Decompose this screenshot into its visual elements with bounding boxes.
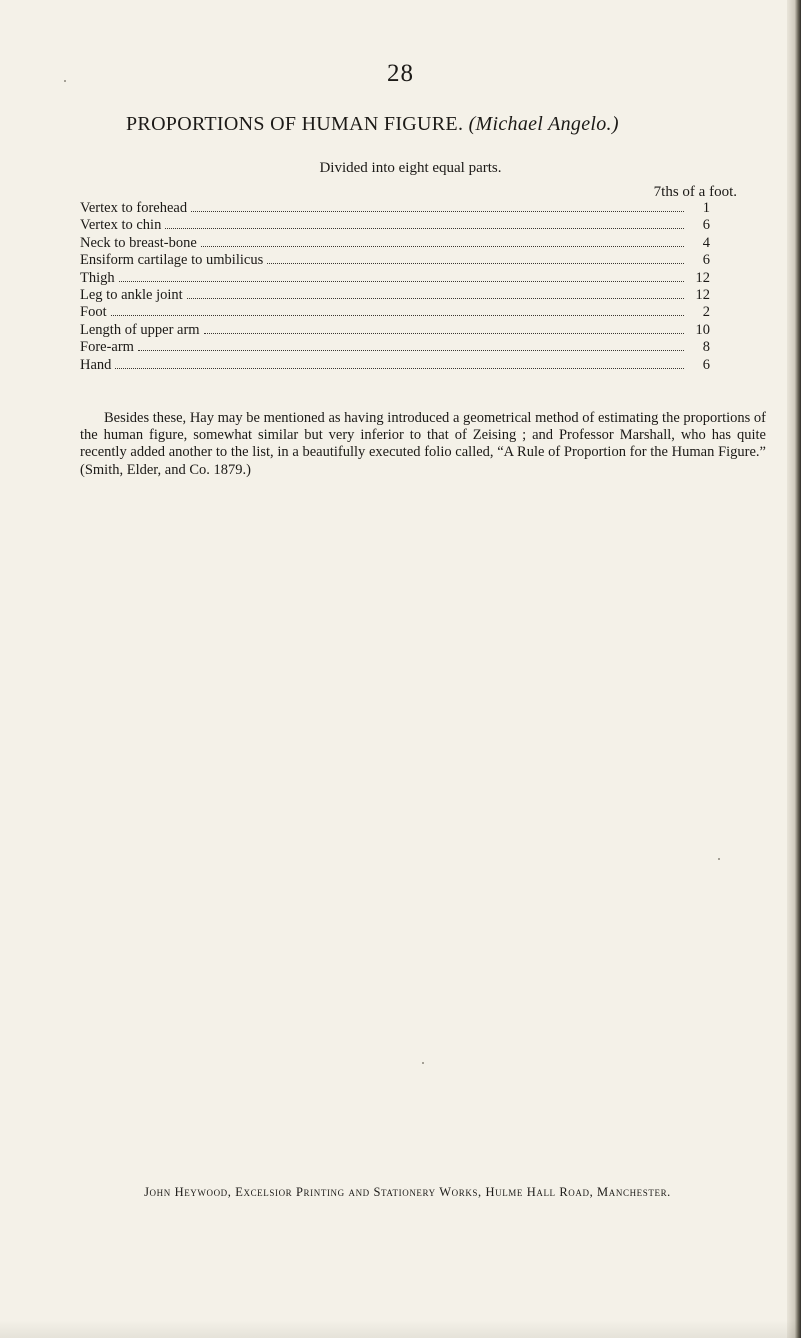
- row-label: Vertex to chin: [80, 217, 162, 234]
- row-value: 6: [702, 217, 710, 234]
- row-label: Leg to ankle joint: [80, 286, 183, 303]
- row-value: 1: [702, 200, 710, 216]
- dot-leader: [204, 333, 684, 334]
- proportions-table: [80, 200, 710, 374]
- table-row: [80, 357, 710, 374]
- row-label: Neck to breast-bone: [80, 234, 197, 251]
- subtitle: Divided into eight equal parts.: [319, 160, 502, 176]
- paper-speck: [718, 858, 720, 860]
- row-value: 6: [702, 356, 710, 373]
- dot-leader: [111, 315, 684, 316]
- row-label: Ensiform cartilage to umbilicus: [80, 252, 264, 269]
- row-value: 2: [702, 304, 710, 321]
- unit-header: 7ths of a foot.: [653, 184, 737, 200]
- row-label: Fore-arm: [80, 339, 134, 356]
- row-label: Hand: [80, 356, 112, 373]
- row-value: 6: [702, 252, 710, 269]
- dot-leader: [115, 368, 684, 369]
- table-row: [80, 235, 710, 252]
- page-bottom-shadow: [0, 1320, 801, 1338]
- dot-leader: [165, 228, 684, 229]
- dot-leader: [191, 211, 684, 212]
- dot-leader: [201, 246, 684, 247]
- dot-leader: [119, 281, 684, 282]
- title-attribution: (Michael Angelo.): [468, 113, 619, 135]
- binding-edge: [787, 0, 801, 1338]
- row-value: 10: [695, 321, 710, 338]
- page-title: [126, 113, 619, 136]
- table-row: [80, 200, 710, 217]
- paper-speck: [64, 80, 66, 82]
- row-value: 12: [695, 269, 710, 286]
- dot-leader: [138, 350, 684, 351]
- body-paragraph: Besides these, Hay may be mentioned as having introduced a geometrical method of estimating the proportions of the human figure, somewhat similar but very inferior to that of Zeising ; and Professor Marshall, who has quite recently added another to the list, in a beautifully executed folio called, “A Rule of Proportion for the Human Figure.” (Smith, Elder, and Co. 1879.): [80, 409, 766, 478]
- row-label: Vertex to forehead: [80, 200, 188, 216]
- row-label: Foot: [80, 304, 107, 321]
- dot-leader: [267, 263, 684, 264]
- title-text: PROPORTIONS OF HUMAN FIGURE.: [126, 113, 464, 135]
- paper-speck: [422, 1062, 424, 1064]
- table-row: [80, 339, 710, 356]
- row-label: Thigh: [80, 269, 115, 286]
- dot-leader: [187, 298, 684, 299]
- table-row: [80, 217, 710, 234]
- row-label: Length of upper arm: [80, 321, 200, 338]
- printer-imprint: John Heywood, Excelsior Printing and Stationery Works, Hulme Hall Road, Manchester.: [144, 1185, 671, 1199]
- row-value: 12: [695, 286, 710, 303]
- table-row: [80, 252, 710, 269]
- page-number: 28: [387, 60, 414, 87]
- table-row: [80, 287, 710, 304]
- table-row: [80, 270, 710, 287]
- table-row: [80, 322, 710, 339]
- table-row: [80, 304, 710, 321]
- row-value: 8: [702, 339, 710, 356]
- row-value: 4: [702, 234, 710, 251]
